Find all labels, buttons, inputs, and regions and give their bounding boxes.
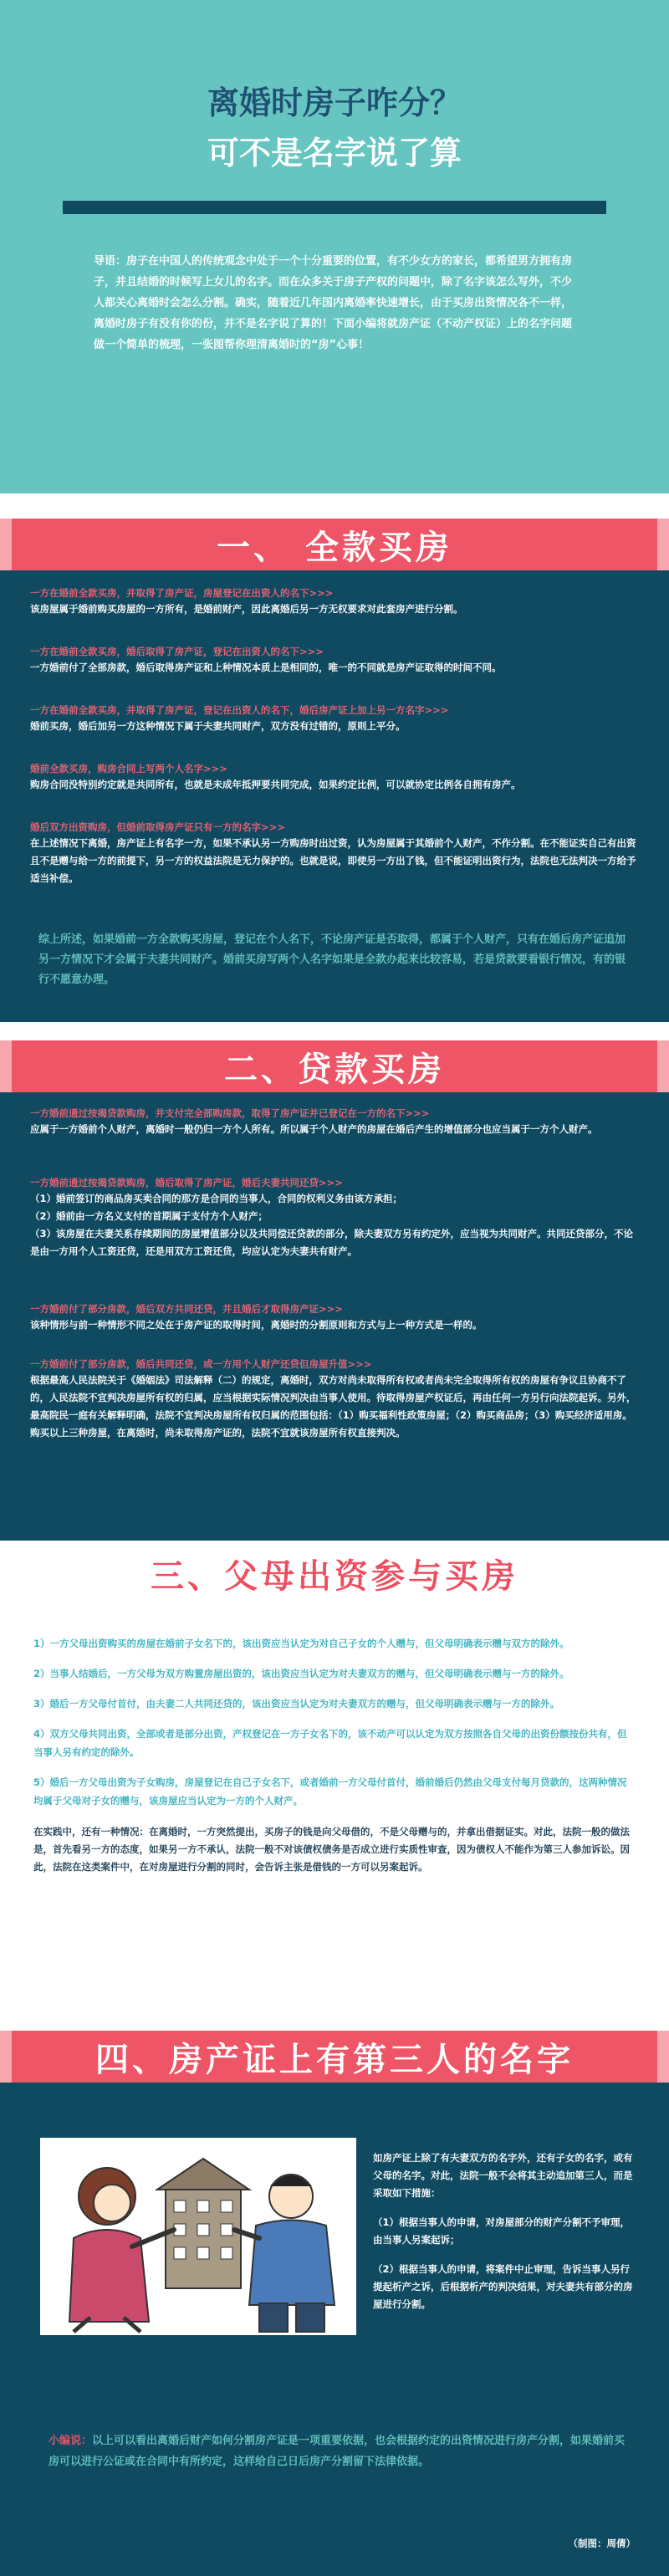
- item-heading: 一方婚前通过按揭贷款购房，并支付完全部购房款，取得了房产证并已登记在一方的名下>>>: [30, 1107, 430, 1119]
- practice-note: 在实践中，还有一种情况：在离婚时，一方突然提出，买房子的钱是向父母借的，不是父母赠与的，并拿出借据证实。对此，法院一般的做法是，首先看另一方的态度，如果另一方不承认，法院一般不对该债权债务是否成立进行实质性审查，因为债权人不能作为第三人参加诉讼。因此，法院在这类案件中，在对房屋进行分割的同时，会告诉主张是借钱的一方可以另案起诉。: [33, 1826, 630, 1873]
- item-body: 一方婚前付了全部房款，婚后取得房产证和上种情况本质上是相同的，唯一的不同就是房产证取得的时间不同。: [30, 662, 502, 673]
- item-body: 婚前买房，婚后加另一方这种情况下属于夫妻共同财产，双方没有过错的，原则上平分。: [30, 720, 406, 732]
- header-section: [0, 0, 669, 493]
- section2-item: [30, 1106, 639, 1138]
- item-body: （1）婚前签订的商品房买卖合同的那方是合同的当事人，合同的权利义务由该方承担； （2）婚前由一方名义支付的首期属于支付方个人财产； （3）该房屋在夫妻关系存续期间的房屋增值部分以及共同偿还贷款的部分，除夫妻双方另有约定外，应当视为共同财产。共同还贷部分，不论是由一方用个人工资还贷，还是用双方工资还贷，均应认定为夫妻共有财产。: [30, 1193, 633, 1257]
- list-item: 2）当事人结婚后，一方父母为双方购置房屋出资的，该出资应当认定为对夫妻双方的赠与，但父母明确表示赠与一方的除外。: [33, 1668, 569, 1679]
- intro-text: 导语：房子在中国人的传统观念中处于一个十分重要的位置，有不少女方的家长，都希望男方拥有房子，并且结婚的时候写上女儿的名字。而在众多关于房子产权的问题中，除了名字该怎么写外，不少人都关心离婚时会怎么分割。确实，随着近几年国内离婚率快速增长，由于买房出资情况各不一样，离婚时房子有没有你的份，并不是名字说了算的！下面小编将就房产证（不动产权证）上的名字问题做一个简单的梳理，一张图帮你理清离婚时的“房”心事！: [94, 255, 573, 351]
- item-heading: 婚前全款买房，购房合同上写两个人名字>>>: [30, 763, 227, 774]
- section1-item: [30, 761, 639, 794]
- section1-item: [30, 703, 639, 735]
- item-heading: 婚后双方出资购房，但婚前取得房产证只有一方的名字>>>: [30, 821, 285, 833]
- illustration-drawing: [40, 2138, 356, 2335]
- item-body: 该房屋属于婚前购买房屋的一方所有，是婚前财产，因此离婚后另一方无权要求对此套房产进行分割。: [30, 603, 463, 615]
- item-heading: 一方在婚前全款买房，婚后取得了房产证，登记在出资人的名下>>>: [30, 646, 324, 657]
- item-heading: 一方在婚前全款买房，并取得了房产证，登记在出资人的名下，婚后房产证上加上另一方名字>>>: [30, 704, 449, 716]
- section4-heading: 四、房产证上有第三人的名字: [0, 2031, 669, 2083]
- item-body: 购房合同没特别约定就是共同所有，也就是未成年抵押要共同完成，如果约定比例，可以就协定比例各自拥有房产。: [30, 779, 521, 790]
- editor-label: 小编说：: [49, 2435, 93, 2447]
- list-item: 5）婚后一方父母出资为子女购房，房屋登记在自己子女名下，或者婚前一方父母付首付，婚前婚后仍然由父母支付每月贷款的，这两种情况均属于父母对子女的赠与，该房屋应当认定为一方的个人财产。: [33, 1776, 627, 1807]
- section2-heading: 二、贷款买房: [0, 1040, 669, 1092]
- page-title: 离婚时房子咋分？: [207, 84, 462, 121]
- section3-list: [33, 1634, 636, 1876]
- couple-arguing-illustration: [40, 2138, 356, 2335]
- item-heading: 一方婚前通过按揭贷款购房，婚后取得了房产证，婚后夫妻共同还贷>>>: [30, 1177, 343, 1188]
- list-item: （1）根据当事人的申请，对房屋部分的财产分割不予审理，由当事人另案起诉；: [373, 2216, 630, 2246]
- item-body: 该种情形与前一种情形不同之处在于房产证的取得时间，离婚时的分割原则和方式与上一种方式是一样的。: [30, 1319, 483, 1331]
- section1-item: [30, 820, 639, 887]
- item-heading: 一方在婚前全款买房，并取得了房产证，房屋登记在出资人的名下>>>: [30, 587, 334, 599]
- item-body: 应属于一方婚前个人财产，离婚时一般仍归一方个人所有。所以属于个人财产的房屋在婚后产生的增值部分也应当属于一方个人财产。: [30, 1123, 598, 1135]
- section1-item: [30, 644, 639, 677]
- list-item: 4）双方父母共同出资，全部或者是部分出资，产权登记在一方子女名下的，该不动产可以认定为双方按照各自父母的出资份额按份共有，但当事人另有约定的除外。: [33, 1728, 627, 1758]
- section1-item: [30, 585, 639, 618]
- section2-item: [30, 1357, 639, 1442]
- item-heading: 一方婚前付了部分房款，婚后共同还贷，或一方用个人财产还贷但房屋升值>>>: [30, 1358, 372, 1370]
- section2-item: [30, 1301, 639, 1334]
- section3-heading: 三、父母出资参与买房: [151, 1556, 518, 1596]
- section4-intro: 如房产证上除了有夫妻双方的名字外，还有子女的名字，或有父母的名字。对此，法院一般不会将其主动追加第三人，而是采取如下措施：: [373, 2152, 633, 2199]
- section2-item: [30, 1175, 639, 1260]
- section1-heading: 一、 全款买房: [0, 519, 669, 570]
- item-heading: 一方婚前付了部分房款，婚后双方共同还贷，并且婚后才取得房产证>>>: [30, 1303, 343, 1315]
- item-body: 根据最高人民法院关于《婚姻法》司法解释（二）的规定，离婚时，双方对尚未取得所有权或者尚未完全取得所有权的房屋有争议且协商不了的，人民法院不宜判决房屋所有权的归属，应当根据实际情况判决由当事人使用。待取得房屋产权证后，再由任何一方另行向法院起诉。另外，最高院民一庭有关解释明确，法院不宜判决房屋所有权归属的范围包括：（1）购买福利性政策房屋；（2）购买商品房；（3）购买经济适用房。购买以上三种房屋，在离婚时，尚未取得房产证的，法院不宜就该房屋所有权直接判决。: [30, 1374, 636, 1439]
- page-subtitle: 可不是名字说了算: [207, 135, 462, 171]
- divider-bar: [63, 201, 606, 214]
- list-item: 3）婚后一方父母付首付，由夫妻二人共同还贷的，该出资应当认定为对夫妻双方的赠与，但父母明确表示赠与一方的除外。: [33, 1698, 559, 1710]
- editor-note: [49, 2430, 626, 2472]
- section1-summary: 综上所述，如果婚前一方全款购买房屋，登记在个人名下，不论房产证是否取得，都属于个人财产，只有在婚后房产证追加另一方情况下才会属于夫妻共同财产。婚前买房写两个人名字如果是全款办起来比较容易，若是贷款要看银行情况，有的银行不愿意办理。: [38, 933, 626, 986]
- item-body: 在上述情况下离婚，房产证上有名字一方，如果不承认另一方购房时出过资，认为房屋属于其婚前个人财产，不作分割。在不能证实自己有出资且不是赠与给一方的前提下，另一方的权益法院是无力保护的。也就是说，即使另一方出了钱，但不能证明出资行为，法院也无法判决一方给予适当补偿。: [30, 837, 636, 884]
- editor-text: 以上可以看出离婚后财产如何分割房产证是一项重要依据，也会根据约定的出资情况进行房产分割，如果婚前买房可以进行公证或在合同中有所约定，这样给自己日后房产分割留下法律依据。: [49, 2435, 626, 2468]
- list-item: 1）一方父母出资购买的房屋在婚前子女名下的，该出资应当认定为对自己子女的个人赠与，但父母明确表示赠与双方的除外。: [33, 1638, 569, 1649]
- credit: （制图：周倩）: [568, 2538, 636, 2549]
- section4-text: [373, 2149, 639, 2325]
- list-item: （2）根据当事人的申请，将案件中止审理，告诉当事人另行提起析产之诉，后根据析产的判决结果，对夫妻共有部分的房屋进行分割。: [373, 2263, 633, 2310]
